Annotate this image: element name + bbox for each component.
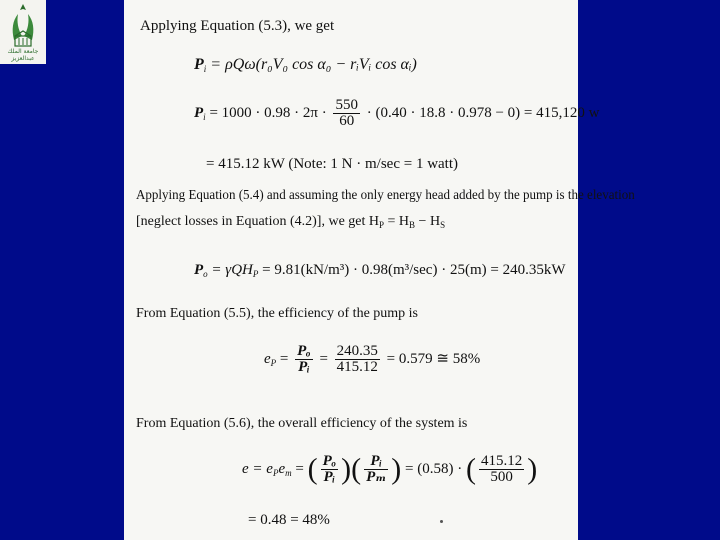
equation-power-input-numeric: $P_i = 1000 \cdot 0.98 \cdot 2\pi$ · $\frac{550}{60}$ · (0.40 · 18.8 · 0.978 − 0) = 415,120 w (194, 97, 600, 129)
equation-overall-result: = 0.48 = 48% (248, 512, 330, 528)
step1-intro: Applying Equation (5.3), we get (140, 18, 335, 34)
step2-intro-b: [neglect losses in Equation (4.2)], we get $H_P = H_B - H_S$ (136, 214, 446, 230)
university-crest-icon (0, 0, 46, 54)
step3-intro: From Equation (5.5), the efficiency of the pump is (136, 306, 419, 321)
logo-caption: جامعة الملك عبدالعزيز (7, 48, 39, 62)
equation-overall-efficiency: $e = e_Pe_m$ = ( $\frac{\text{Pₒ}}{\text{Pᵢ}}$ )( $\frac{\text{Pᵢ}}{\text{Pₘ}}$ ) = (0.58) · ( $\frac{415.12}{500}$ ) (242, 452, 538, 486)
equation-pump-efficiency: $e_P$ = $\frac{\text{Pₒ}}{\text{Pᵢ}}$ = $\frac{240.35}{415.12}$ = 0.579 ≅ 58% (264, 343, 481, 375)
scanned-page (124, 0, 635, 540)
university-logo (0, 0, 46, 64)
scan-speck (440, 520, 443, 523)
step2-intro-a: Applying Equation (5.4) and assuming the only energy head added by the pump is the elevation (136, 188, 635, 203)
equation-power-output: $P_o = \gamma QH_P = 9.81(kN/m^3) \cdot 0.98(m^3/\sec) \cdot 25(m) = 240.35kW$ (194, 262, 566, 279)
equation-power-input: $P_i = \rho Q\omega(r_0V_0$ cos α₀ − rᵢVᵢ cos αᵢ) (194, 56, 417, 74)
equation-power-kw: = 415.12 kW (Note: 1 N · m/sec = 1 watt) (206, 156, 459, 172)
step4-intro: From Equation (5.6), the overall efficiency of the system is (136, 416, 468, 431)
